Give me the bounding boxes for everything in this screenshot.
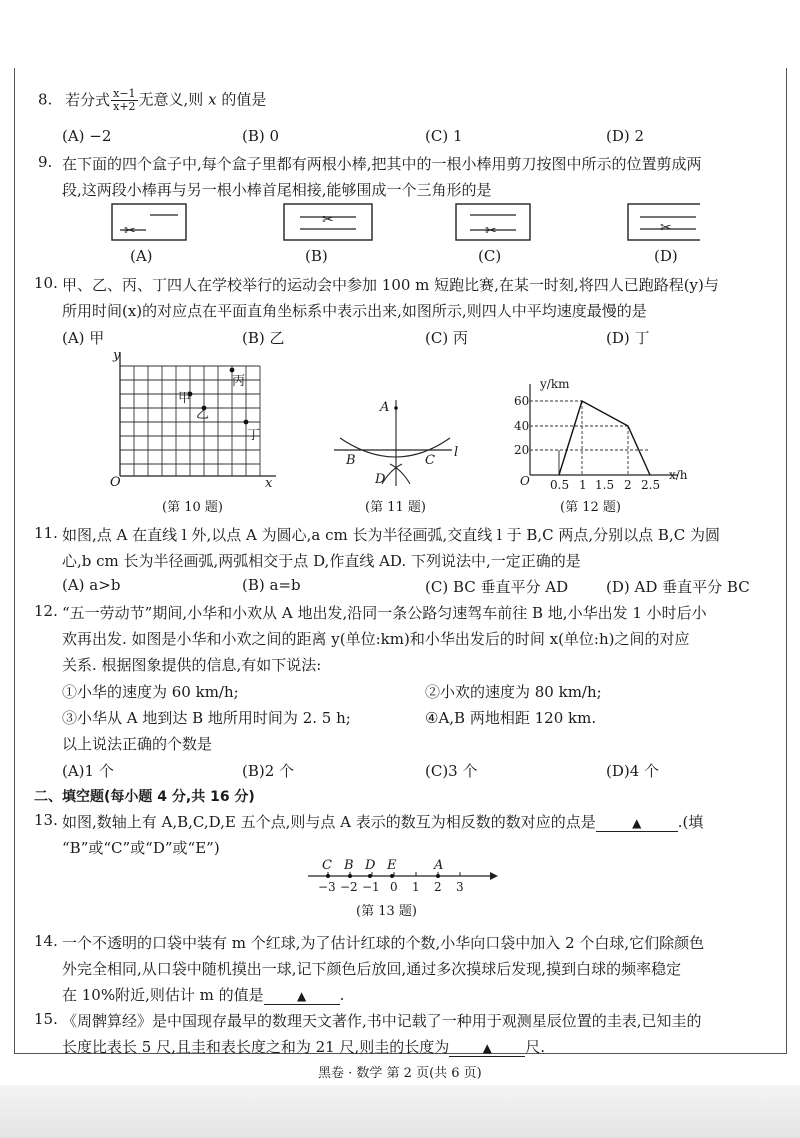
- question-text: .: [339, 986, 345, 1004]
- option-b[interactable]: (B) a=b: [242, 576, 301, 594]
- question-text: 所用时间(x)的对应点在平面直角坐标系中表示出来,如图所示,则四人中平均速度最慢的是: [62, 302, 647, 320]
- origin-label: O: [110, 475, 121, 490]
- x-tick-0.5: 0.5: [550, 478, 570, 492]
- question-text: 外完全相同,从口袋中随机摸出一球,记下颜色后放回,通过多次摸球后发现,摸到白球的频率稳定: [62, 960, 682, 978]
- statement-4: ④A,B 两地相距 120 km.: [425, 709, 597, 727]
- question-13-line1: [62, 811, 703, 832]
- fraction-numerator: x−1: [113, 87, 136, 100]
- figure-caption: (第 12 题): [560, 500, 621, 515]
- tick-label: 2: [434, 880, 442, 894]
- question-text: 的值是: [221, 90, 267, 109]
- variable: x: [208, 90, 217, 109]
- triangle-icon: ▲: [297, 989, 307, 1003]
- question-text: 关系. 根据图象提供的信息,有如下说法:: [62, 656, 322, 674]
- svg-text:✂: ✂: [660, 220, 672, 236]
- question-15-line2: [62, 1036, 545, 1057]
- option-c[interactable]: (C) 1: [425, 127, 463, 145]
- question-text: 甲、乙、丙、丁四人在学校举行的运动会中参加 100 m 短跑比赛,在某一时刻,将四人已跑路程(y)与: [62, 276, 719, 294]
- option-c[interactable]: (C)3 个: [425, 762, 478, 780]
- option-c[interactable]: (C) 丙: [425, 329, 468, 347]
- axis-label-x: x: [265, 476, 273, 491]
- question-text: 以上说法正确的个数是: [62, 735, 213, 753]
- question-text: 如图,点 A 在直线 l 外,以点 A 为圆心,a cm 长为半径画弧,交直线 l 于 B,C 两点,分别以点 B,C 为圆: [62, 526, 720, 544]
- right-border: [786, 68, 787, 1053]
- option-b[interactable]: (B) 乙: [242, 329, 285, 347]
- box-a[interactable]: [112, 204, 186, 240]
- x-tick-1: 1: [579, 478, 587, 492]
- question-text: .(填: [677, 813, 704, 831]
- question-number: 14.: [34, 932, 58, 950]
- question-number: 9.: [38, 153, 53, 171]
- figure-caption: (第 13 题): [356, 904, 417, 919]
- label-d: D: [375, 472, 386, 487]
- distance-line: [559, 401, 650, 475]
- box-b[interactable]: [284, 204, 372, 240]
- answer-blank[interactable]: [596, 813, 678, 832]
- answer-blank[interactable]: [449, 1038, 525, 1057]
- question-text: 《周髀算经》是中国现存最早的数理天文著作,书中记载了一种用于观测星辰位置的圭表,已知圭的: [62, 1012, 702, 1030]
- question-14-line3: [62, 984, 344, 1005]
- figure-12-chart: [510, 380, 690, 486]
- section-title: 二、填空题(每小题 4 分,共 16 分): [34, 789, 255, 805]
- label-c: C: [425, 453, 435, 468]
- label-b: B: [346, 453, 356, 468]
- bottom-shadow: [0, 1085, 800, 1138]
- origin-label: O: [520, 474, 530, 488]
- answer-blank[interactable]: [264, 986, 340, 1005]
- y-tick-60: 60: [514, 394, 530, 408]
- question-text: “B”或“C”或“D”或“E”): [62, 839, 220, 857]
- triangle-icon: ▲: [632, 816, 642, 830]
- arc-from-c: [390, 464, 410, 484]
- box-label-a: (A): [130, 247, 153, 265]
- box-d[interactable]: [628, 204, 700, 240]
- box-c[interactable]: [456, 204, 530, 240]
- question-text: 在 10%附近,则估计 m 的值是: [62, 986, 264, 1004]
- statement-1: ①小华的速度为 60 km/h;: [62, 683, 239, 701]
- svg-text:✂: ✂: [124, 223, 136, 239]
- question-text: 尺.: [525, 1038, 546, 1056]
- question-text: 若分式: [65, 90, 111, 109]
- tick-label: 1: [412, 880, 420, 894]
- question-text: 长度比表长 5 尺,且圭和表长度之和为 21 尺,则圭的长度为: [62, 1038, 450, 1056]
- option-d[interactable]: (D)4 个: [606, 762, 660, 780]
- question-text: 如图,数轴上有 A,B,C,D,E 五个点,则与点 A 表示的数互为相反数的数对应的点是: [62, 813, 596, 831]
- tick-label: 0: [390, 880, 398, 894]
- tick-label: −2: [340, 880, 358, 894]
- question-number: 10.: [34, 274, 58, 292]
- option-d[interactable]: (D) 2: [606, 127, 645, 145]
- question-8: [38, 88, 266, 113]
- option-a[interactable]: (A) a>b: [62, 576, 121, 594]
- label-a: A: [380, 400, 390, 415]
- question-text: 欢再出发. 如图是小华和小欢之间的距离 y(单位:km)和小华出发后的时间 x(单位:h)之间的对应: [62, 630, 690, 648]
- svg-text:✂: ✂: [485, 223, 497, 239]
- question-text: 段,这两段小棒再与另一根小棒首尾相接,能够围成一个三角形的是: [62, 181, 492, 199]
- option-a[interactable]: (A) 甲: [62, 329, 105, 347]
- box-label-d: (D): [654, 247, 678, 265]
- question-text: 无意义,则: [138, 90, 204, 109]
- question-number: 8.: [38, 90, 53, 109]
- tick-label: 3: [456, 880, 464, 894]
- fraction: [111, 88, 137, 113]
- point-label-a: A: [434, 858, 444, 873]
- box-label-b: (B): [305, 247, 328, 265]
- figure-11-construction: [330, 390, 470, 490]
- option-a[interactable]: (A) −2: [62, 127, 112, 145]
- y-axis-label: y/km: [540, 377, 570, 391]
- question-number: 12.: [34, 602, 58, 620]
- svg-text:✂: ✂: [322, 212, 334, 228]
- point-a: [394, 406, 398, 410]
- left-border: [14, 68, 15, 1053]
- fraction-denominator: x+2: [113, 100, 136, 113]
- option-b[interactable]: (B) 0: [242, 127, 280, 145]
- question-text: 一个不透明的口袋中装有 m 个红球,为了估计红球的个数,小华向口袋中加入 2 个白球,它们除颜色: [62, 934, 705, 952]
- option-b[interactable]: (B)2 个: [242, 762, 295, 780]
- question-number: 11.: [34, 524, 58, 542]
- point-label-jia: 甲: [178, 391, 192, 406]
- point-label-e: E: [387, 858, 397, 873]
- x-tick-2: 2: [624, 478, 632, 492]
- figure-caption: (第 11 题): [365, 500, 426, 515]
- label-l: l: [454, 445, 459, 460]
- point-label-b: B: [344, 858, 354, 873]
- question-number: 15.: [34, 1010, 58, 1028]
- question-text: 在下面的四个盒子中,每个盒子里都有两根小棒,把其中的一根小棒用剪刀按图中所示的位置剪成两: [62, 155, 702, 173]
- question-number: 13.: [34, 811, 58, 829]
- y-tick-20: 20: [514, 443, 530, 457]
- tick-label: −1: [362, 880, 380, 894]
- statement-2: ②小欢的速度为 80 km/h;: [425, 683, 602, 701]
- guide-lines: [530, 401, 650, 475]
- arrow-head: [490, 872, 498, 880]
- y-tick-40: 40: [514, 419, 530, 433]
- q9-boxes-figure: [100, 202, 700, 246]
- point-label-ding: 丁: [247, 428, 261, 443]
- axis-label-y: y: [113, 348, 121, 363]
- x-tick-1.5: 1.5: [595, 478, 615, 492]
- point-label-c: C: [322, 858, 332, 873]
- triangle-icon: ▲: [482, 1041, 492, 1055]
- x-tick-2.5: 2.5: [641, 478, 661, 492]
- question-text: “五一劳动节”期间,小华和小欢从 A 地出发,沿同一条公路匀速驾车前往 B 地,小华出发 1 小时后小: [62, 604, 707, 622]
- x-axis-label: x/h: [669, 468, 688, 482]
- page-footer: 黑卷 · 数学 第 2 页(共 6 页): [318, 1066, 482, 1081]
- statement-3: ③小华从 A 地到达 B 地所用时间为 2. 5 h;: [62, 709, 351, 727]
- option-a[interactable]: (A)1 个: [62, 762, 114, 780]
- option-d[interactable]: (D) AD 垂直平分 BC: [606, 578, 750, 596]
- tick-label: −3: [318, 880, 336, 894]
- point-label-yi: 乙: [196, 407, 210, 422]
- point-label-d: D: [365, 858, 376, 873]
- figure-caption: (第 10 题): [162, 500, 223, 515]
- option-c[interactable]: (C) BC 垂直平分 AD: [425, 578, 569, 596]
- box-label-c: (C): [478, 247, 502, 265]
- question-text: 心,b cm 长为半径画弧,两弧相交于点 D,作直线 AD. 下列说法中,一定正确的是: [62, 552, 581, 570]
- point-label-bing: 丙: [232, 374, 246, 389]
- option-d[interactable]: (D) 丁: [606, 329, 650, 347]
